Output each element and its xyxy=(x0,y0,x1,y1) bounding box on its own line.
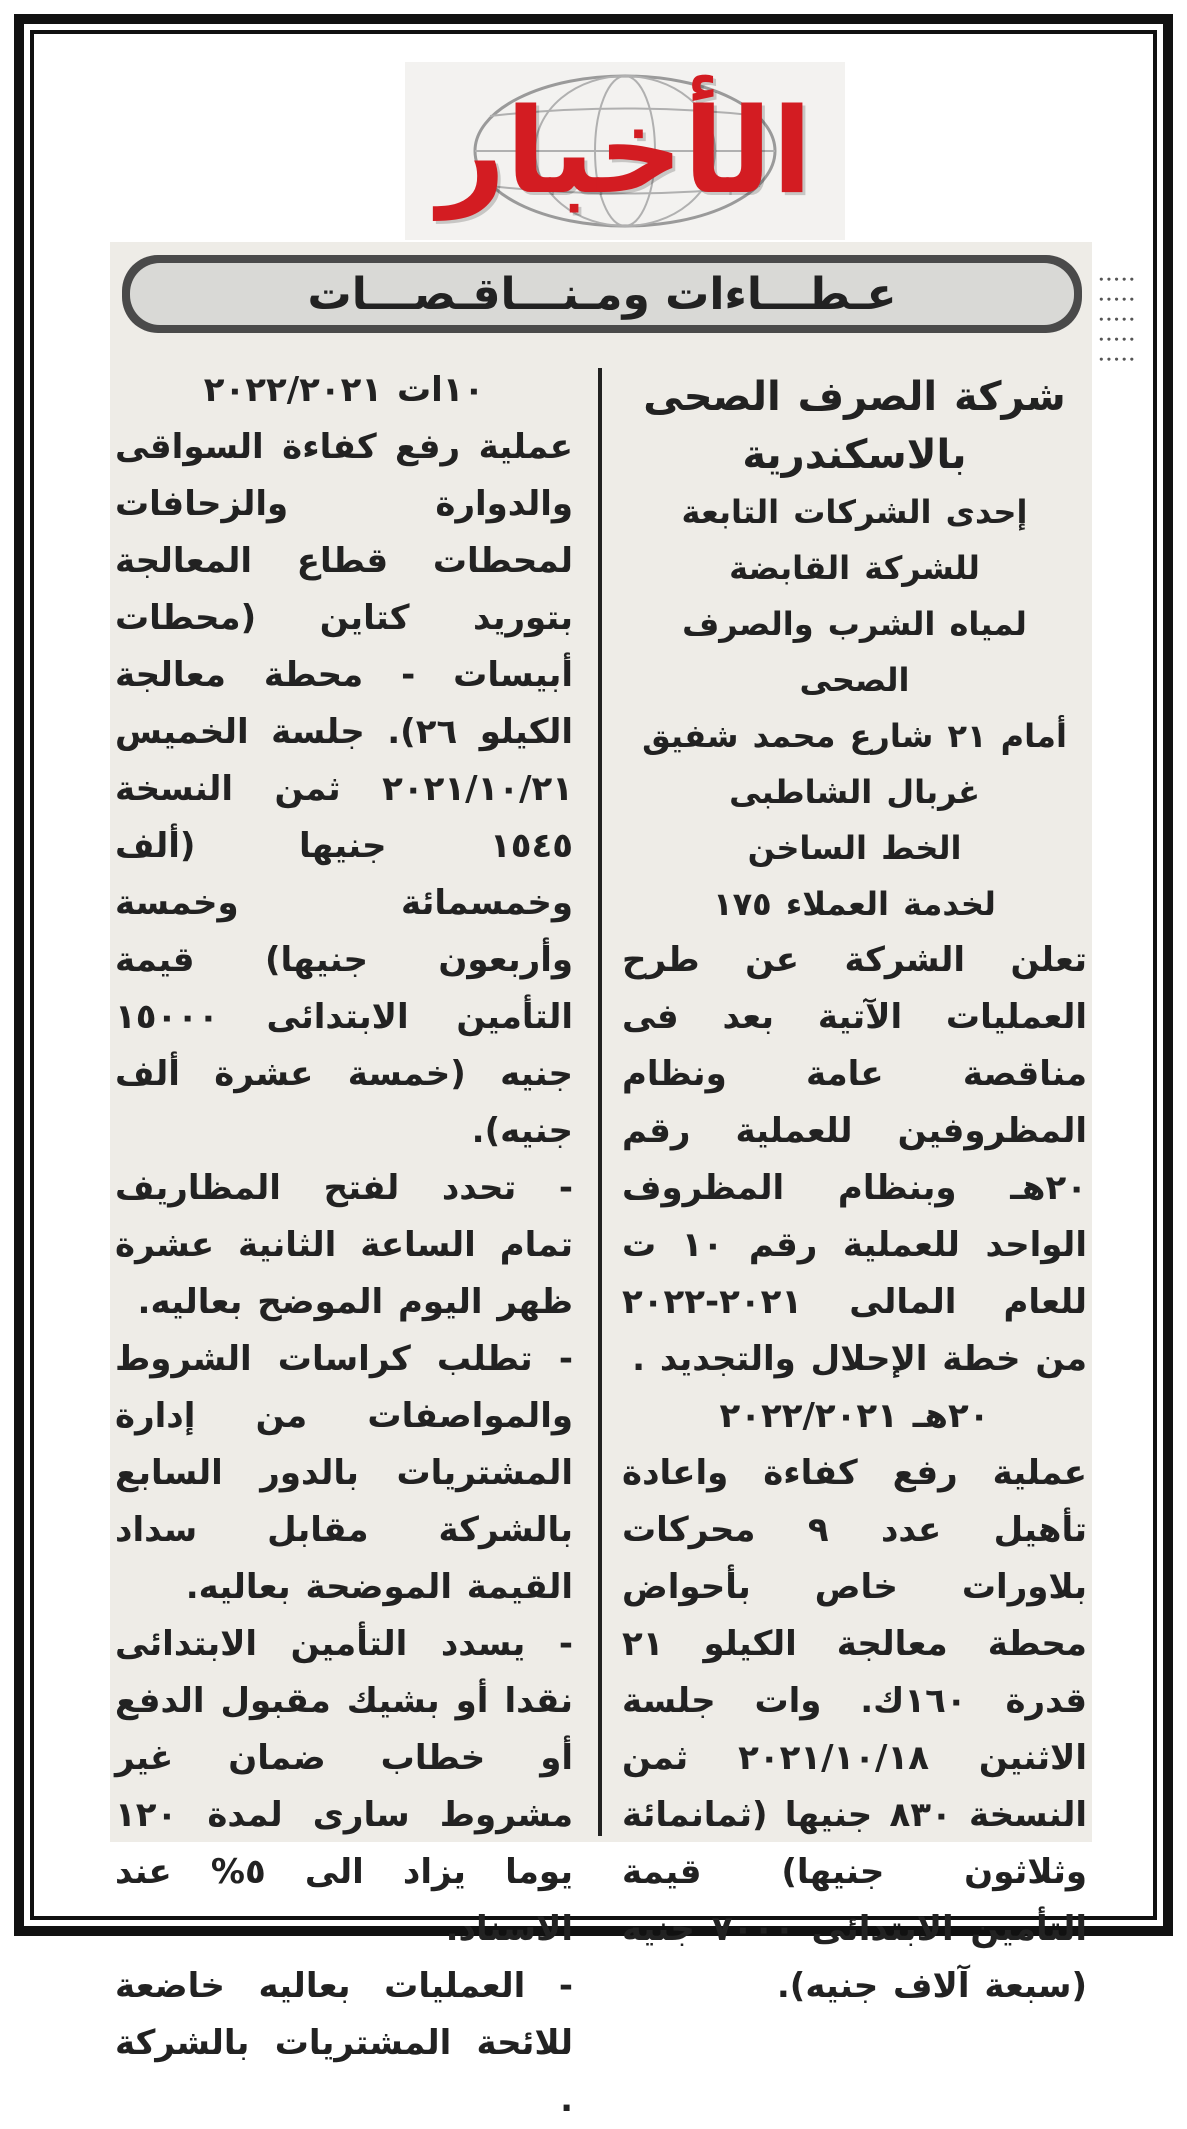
left-column xyxy=(115,362,573,2129)
operation-2-text: عملية رفع كفاءة السواقى والدوارة والزحافات لمحطات قطاع المعالجة بتوريد كتاين (محطات أبيسات - محطة معالجة الكيلو ٢٦). جلسة الخميس ٢٠٢١/١٠/٢١ ثمن النسخة ١٥٤٥ جنيها (ألف وخمسمائة وخمسة وأربعون جنيها) قيمة التأمين الابتدائى ١٥٠٠٠ جنيه (خمسة عشرة ألف جنيه). xyxy=(115,427,574,1151)
newspaper-logo xyxy=(405,62,845,240)
holding-line: للشركة القابضة xyxy=(729,549,980,587)
banner-title: عـطـــاءات ومـنـــاقـصـــات xyxy=(130,263,1074,325)
affiliation-line: إحدى الشركات التابعة xyxy=(681,493,1028,531)
note-tender-booklets: - تطلب كراسات الشروط والمواصفات من إدارة المشتريات بالدور السابع بالشركة مقابل سداد القيمة الموضحة بعاليه. xyxy=(115,1339,573,1607)
company-city-line: بالاسكندرية xyxy=(742,432,967,478)
hotline-label: الخط الساخن xyxy=(747,829,962,867)
column-divider xyxy=(598,368,602,1836)
address-line: أمام ٢١ شارع محمد شفيق xyxy=(642,717,1067,755)
note-initial-insurance: - يسدد التأمين الابتدائى نقدا أو بشيك مقبول الدفع أو خطاب ضمان غير مشروط سارى لمدة ١٢٠ يوما يزاد الى ٥% عند الاسناد. xyxy=(115,1624,573,1949)
hotline-number: لخدمة العملاء ١٧٥ xyxy=(713,885,996,923)
operation-1-number: ٢٠هـ ٢٠٢٢/٢٠٢١ xyxy=(719,1396,990,1436)
note-envelope-opening: - تحدد لفتح المظاريف تمام الساعة الثانية عشرة ظهر اليوم الموضح بعاليه. xyxy=(115,1168,573,1322)
note-procurement-rules: - العمليات بعاليه خاضعة للائحة المشتريات بالشركة . xyxy=(115,1966,573,2120)
operation-1-text: عملية رفع كفاءة واعادة تأهيل عدد ٩ محركات بلاورات خاص بأحواض محطة معالجة الكيلو ٢١ قدرة ١٦٠ك. وات جلسة الاثنين ٢٠٢١/١٠/١٨ ثمن النسخة ٨٣٠ جنيها (ثمانمائة وثلاثون جنيها) قيمة التأمين الابتدائى ٧٠٠٠ جنيه (سبعة آلاف جنيه). xyxy=(622,1453,1088,2006)
section-banner xyxy=(122,255,1082,333)
right-column xyxy=(622,368,1087,2015)
company-header xyxy=(622,368,1087,932)
company-name-line: شركة الصرف الصحى xyxy=(643,374,1066,420)
logo-text: الأخبار xyxy=(437,82,813,220)
edge-dots: ∙∙∙∙∙ ∙∙∙∙∙ ∙∙∙∙∙ ∙∙∙∙∙ ∙∙∙∙∙ xyxy=(1098,273,1137,366)
address-area-line: غربال الشاطبى xyxy=(729,773,980,811)
holding-name-line: لمياه الشرب والصرف الصحى xyxy=(682,605,1027,699)
announcement-text: تعلن الشركة عن طرح العمليات الآتية بعد فى مناقصة عامة ونظام المظروفين للعملية رقم ٢٠هـ وبنظام المظروف الواحد للعملية رقم ١٠ ت للعام المالى ٢٠٢١-٢٠٢٢ من خطة الإحلال والتجديد . xyxy=(622,940,1087,1379)
operation-2-number: ١٠ات ٢٠٢٢/٢٠٢١ xyxy=(203,370,485,410)
